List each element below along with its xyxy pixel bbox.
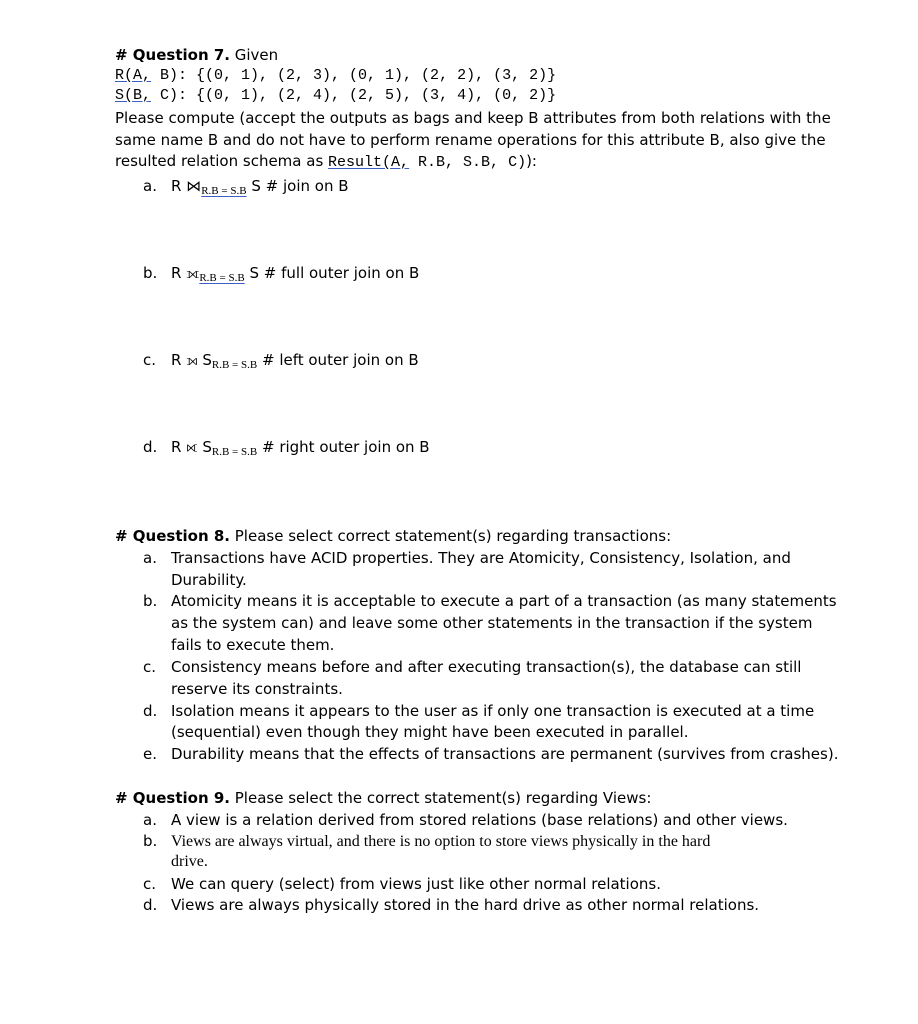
schema-suffix: ):	[526, 152, 537, 170]
q8-option-a	[143, 549, 791, 567]
operand-right: S	[251, 177, 261, 195]
q8-prompt: Please select correct statement(s) regarding transactions:	[234, 527, 672, 545]
operand-left: R	[171, 438, 182, 456]
result-schema-attrs: R.B, S.B, C)	[409, 154, 527, 171]
operand-right: S	[202, 351, 212, 369]
operand-right: S	[202, 438, 212, 456]
part-marker: b.	[143, 264, 158, 282]
q9-option-c	[143, 875, 661, 893]
full-outer-join-icon: ⟗	[186, 264, 200, 282]
option-line: Views are always physically stored in the hard drive as other normal relations.	[171, 896, 760, 914]
relation-r-tuples: B): {(0, 1), (2, 3), (0, 1), (2, 2), (3, 2)}	[151, 67, 557, 84]
option-marker: d.	[143, 896, 158, 914]
q7-part-a	[143, 177, 349, 195]
part-comment: # right outer join on B	[261, 438, 430, 456]
q9-option-a	[143, 811, 788, 829]
part-comment: # join on B	[265, 177, 349, 195]
q7-relation-r	[115, 67, 556, 84]
option-line: reserve its constraints.	[171, 680, 343, 698]
option-marker: c.	[143, 658, 157, 676]
option-marker: b.	[143, 832, 158, 850]
option-line: Atomicity means it is acceptable to execute a part of a transaction (as many statements	[171, 592, 837, 610]
part-comment: # left outer join on B	[261, 351, 419, 369]
option-marker: d.	[143, 702, 158, 720]
q7-relation-s	[115, 87, 556, 104]
q7-given: Given	[234, 46, 279, 64]
operand-left: R	[171, 264, 182, 282]
q7-heading: # Question 7.	[115, 46, 230, 64]
operand-left: R	[171, 177, 182, 195]
q9-heading: # Question 9.	[115, 789, 230, 807]
q8-option-b	[143, 592, 837, 610]
option-line: Views are always virtual, and there is no option to store views physically in the hard	[171, 833, 711, 850]
q8-title-line	[115, 527, 671, 545]
q7-instruction-line-1: Please compute (accept the outputs as bags and keep B attributes from both relations with the	[115, 109, 831, 127]
option-line: Transactions have ACID properties. They are Atomicity, Consistency, Isolation, and	[171, 549, 791, 567]
option-marker: a.	[143, 549, 157, 567]
option-line: We can query (select) from views just like other normal relations.	[171, 875, 661, 893]
q8-option-e	[143, 745, 838, 763]
option-line: drive.	[171, 853, 208, 870]
option-line: Isolation means it appears to the user as if only one transaction is executed at a time	[171, 702, 815, 720]
part-marker: d.	[143, 438, 158, 456]
operand-left: R	[171, 351, 182, 369]
option-marker: a.	[143, 811, 157, 829]
q8-option-d	[143, 702, 814, 720]
relation-r-name: R(A,	[115, 67, 152, 84]
operand-right: S	[249, 264, 259, 282]
join-condition: R.B = S.B	[201, 185, 247, 197]
schema-prefix: resulted relation schema as	[115, 152, 329, 170]
result-schema-name: Result(A,	[328, 154, 410, 171]
q9-title-line	[115, 789, 651, 807]
left-outer-join-icon: ⟕	[186, 351, 198, 369]
relation-s-tuples: C): {(0, 1), (2, 4), (2, 5), (3, 4), (0, 2)}	[151, 87, 557, 104]
option-line: (sequential) even though they might have been executed in parallel.	[171, 723, 689, 741]
q7-instruction-line-2: same name B and do not have to perform rename operations for this attribute B, also give the	[115, 131, 826, 149]
option-line: fails to execute them.	[171, 636, 335, 654]
option-line: as the system can) and leave some other statements in the transaction if the system	[171, 614, 813, 632]
option-marker: c.	[143, 875, 157, 893]
option-marker: b.	[143, 592, 158, 610]
option-line: Durability means that the effects of transactions are permanent (survives from crashes).	[171, 745, 839, 763]
q7-part-b	[143, 264, 419, 282]
q8-option-c	[143, 658, 801, 676]
part-marker: a.	[143, 177, 157, 195]
option-line: Durability.	[171, 571, 247, 589]
q8-heading: # Question 8.	[115, 527, 230, 545]
part-marker: c.	[143, 351, 157, 369]
q7-part-c	[143, 351, 419, 369]
q9-option-b	[143, 832, 710, 851]
join-condition: R.B = S.B	[211, 359, 258, 371]
q7-title-line	[115, 46, 278, 64]
option-line: A view is a relation derived from stored relations (base relations) and other views.	[171, 811, 788, 829]
option-line: Consistency means before and after executing transaction(s), the database can still	[171, 658, 802, 676]
q7-instruction-line-3	[115, 152, 537, 171]
option-marker: e.	[143, 745, 157, 763]
right-outer-join-icon: ⟖	[186, 438, 198, 456]
join-condition: R.B = S.B	[211, 446, 258, 458]
q9-option-d	[143, 896, 759, 914]
join-symbol-icon: ⋈	[186, 177, 202, 195]
q9-prompt: Please select the correct statement(s) regarding Views:	[234, 789, 652, 807]
relation-s-name: S(B,	[115, 87, 152, 104]
part-comment: # full outer join on B	[263, 264, 420, 282]
q7-part-d	[143, 438, 430, 456]
join-condition: R.B = S.B	[199, 272, 245, 284]
